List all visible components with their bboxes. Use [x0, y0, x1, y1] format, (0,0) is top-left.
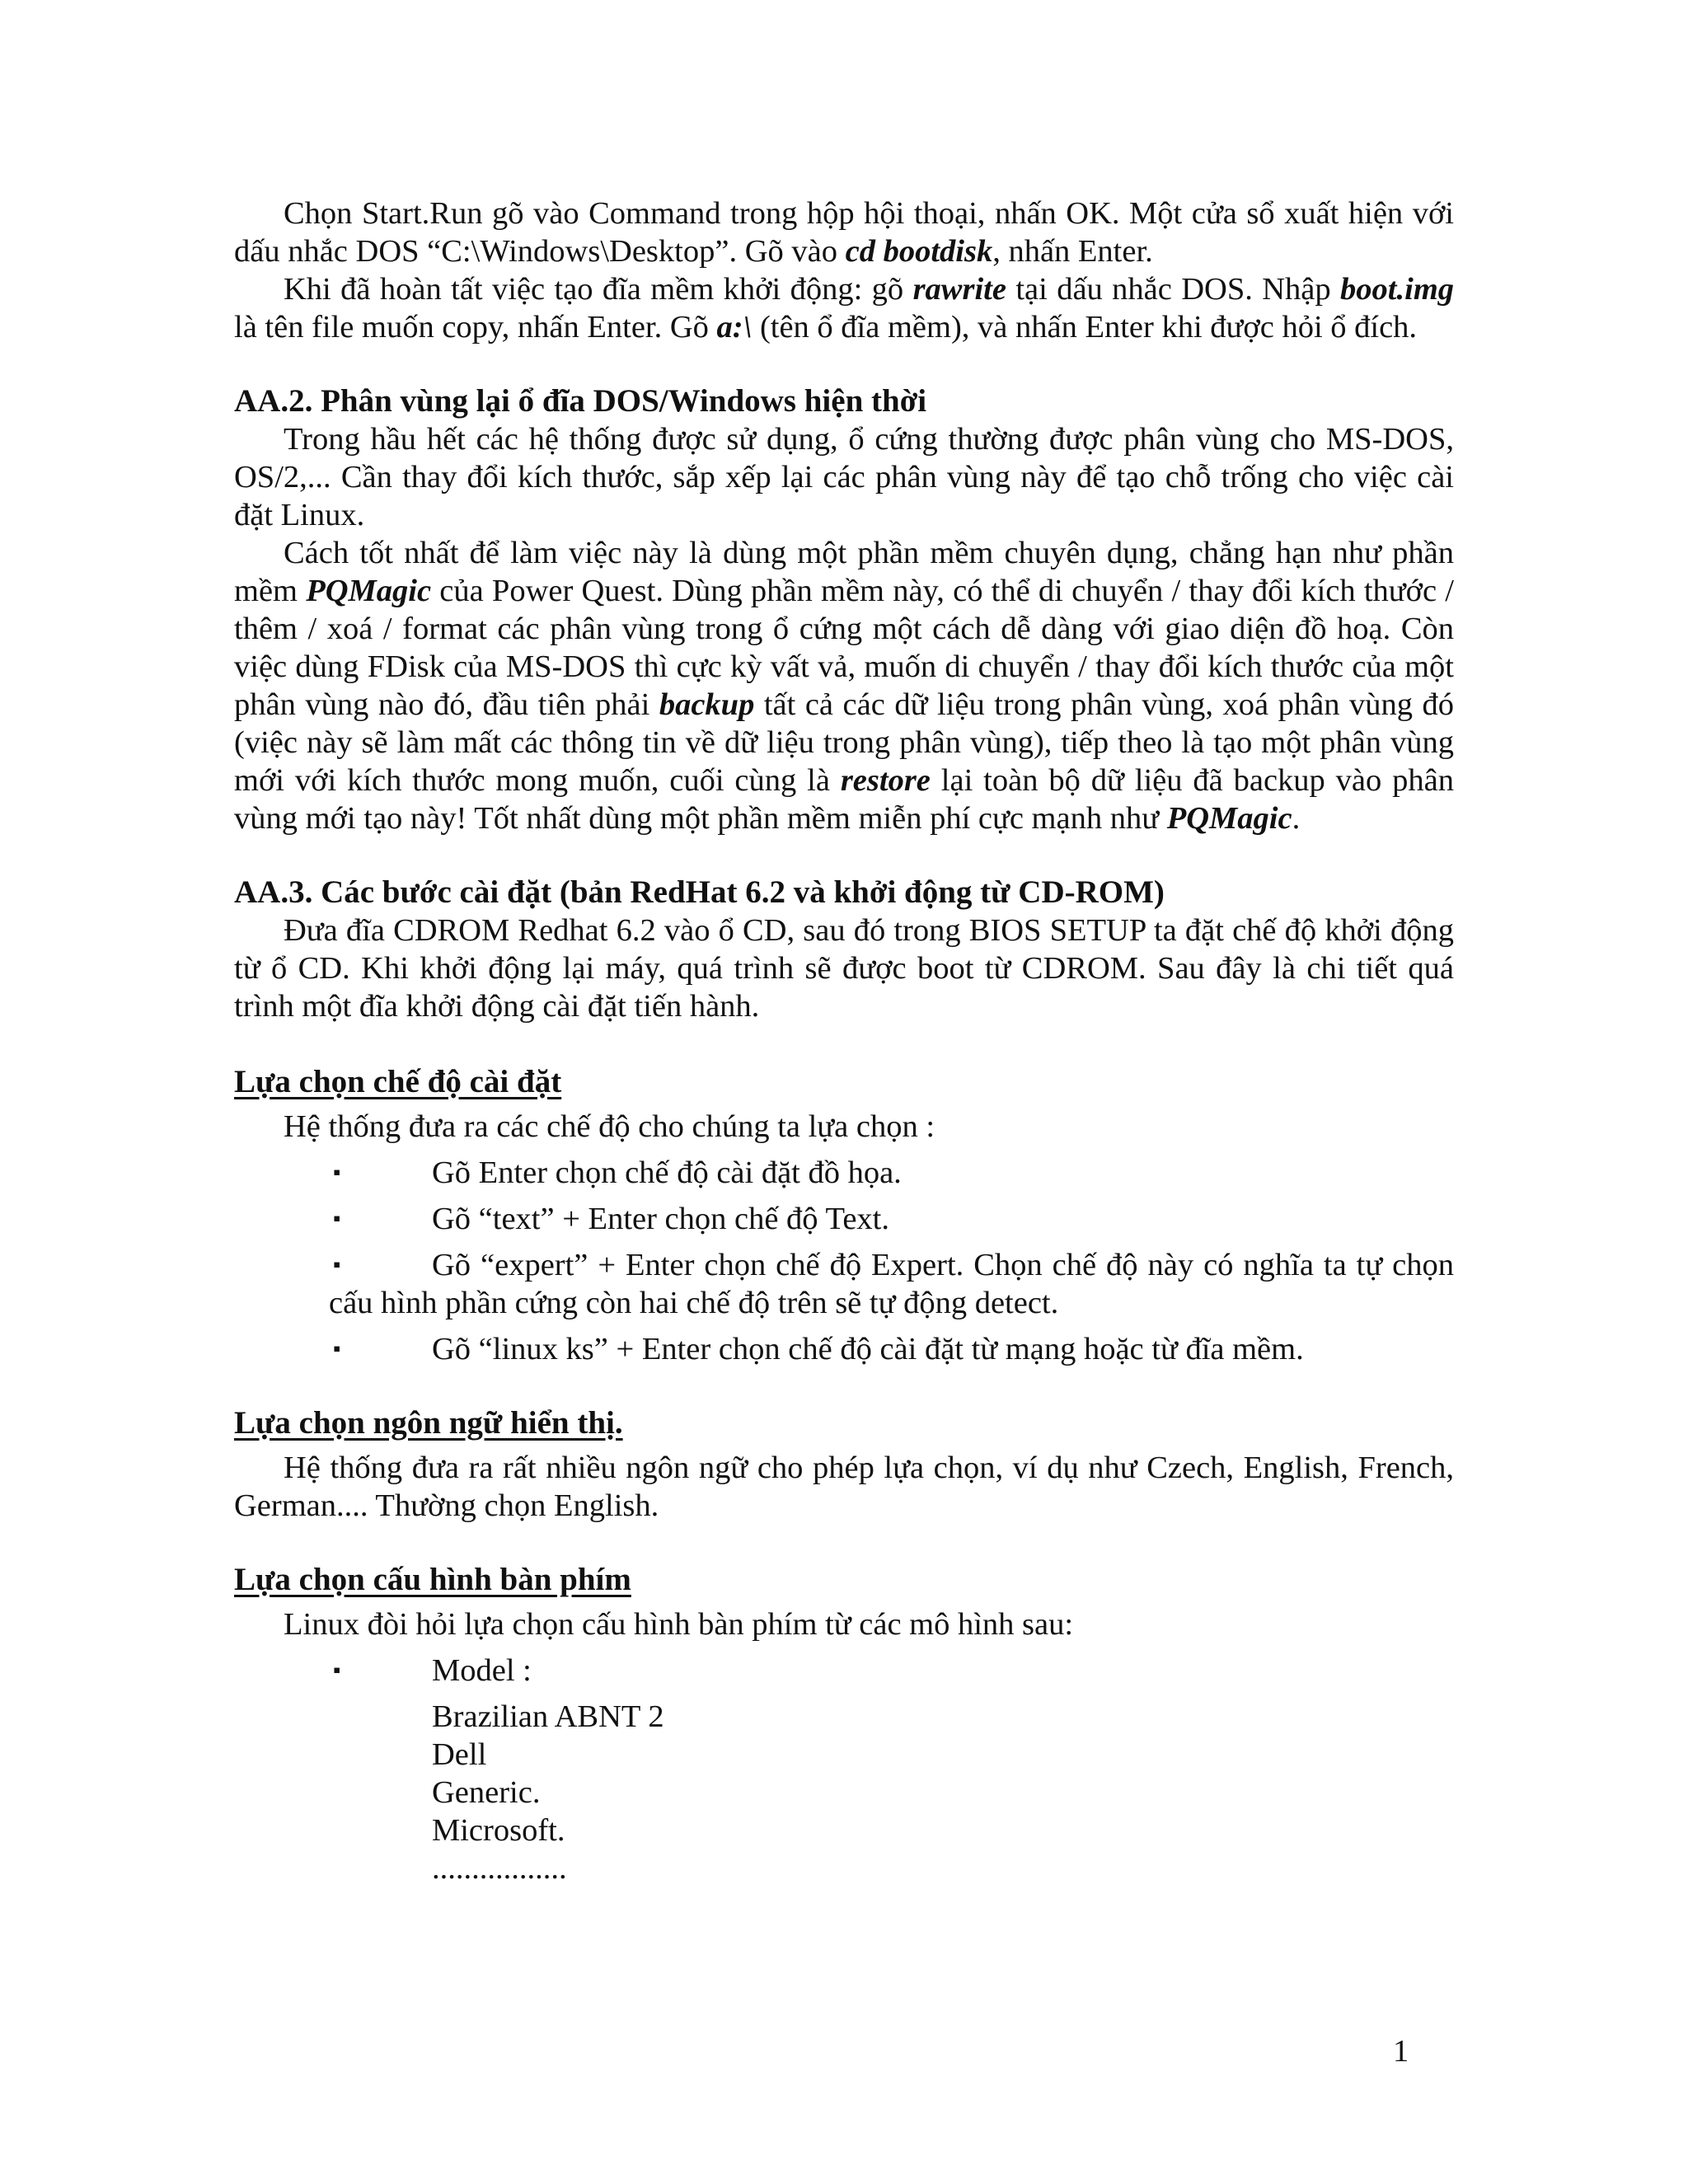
emphasis-term: backup: [659, 687, 755, 722]
section-heading-aa3: AA.3. Các bước cài đặt (bản RedHat 6.2 và khởi động từ CD-ROM): [234, 874, 1165, 910]
keyboard-model-item: [234, 1652, 1454, 1690]
list-item-text: Gõ Enter chọn chế độ cài đặt đồ họa.: [432, 1155, 902, 1190]
emphasis-term: PQMagic: [306, 574, 432, 608]
keyboard-model: Microsoft.: [432, 1813, 565, 1848]
keyboard-model: Generic.: [432, 1775, 541, 1810]
keyboard-model: Dell: [432, 1737, 487, 1772]
list-item-text: Gõ “linux ks” + Enter chọn chế độ cài đặt từ mạng hoặc từ đĩa mềm.: [432, 1332, 1304, 1366]
page-number: 1: [1393, 2034, 1409, 2069]
list-item: [234, 1200, 1454, 1238]
aa3-paragraph-1: Đưa đĩa CDROM Redhat 6.2 vào ổ CD, sau đó trong BIOS SETUP ta đặt chế độ khởi động từ ổ CD. Khi khởi động lại máy, quá trình sẽ được boot từ CDROM. Sau đây là chi tiết quá trình một đĩa khởi động cài đặt tiến hành.: [234, 913, 1454, 1024]
emphasis-term: a:\: [716, 310, 753, 344]
emphasis-term: restore: [840, 763, 931, 798]
list-item-text: Gõ “text” + Enter chọn chế độ Text.: [432, 1202, 889, 1236]
aa2-paragraph-2: Cách tốt nhất để làm việc này là dùng một phần mềm chuyên dụng, chẳng hạn như phần mềm PQMagic của Power Quest. Dùng phần mềm này, có thể di chuyển / thay đổi kích thước / thêm / xoá / format các phân vùng trong ổ cứng một cách dễ dàng với giao diện đồ hoạ. Còn việc dùng FDisk của MS-DOS thì cực kỳ vất vả, muốn di chuyển / thay đổi kích thước của một phân vùng nào đó, đầu tiên phải backup tất cả các dữ liệu trong phân vùng, xoá phân vùng đó (việc này sẽ làm mất các thông tin về dữ liệu trong phân vùng), tiếp theo là tạo một phân vùng mới với kích thước mong muốn, cuối cùng là restore lại toàn bộ dữ liệu đã backup vào phân vùng mới tạo này! Tốt nhất dùng một phần mềm miễn phí cực mạnh như PQMagic.: [234, 536, 1454, 836]
list-item: [234, 1330, 1454, 1368]
intro-paragraph-1: Chọn Start.Run gõ vào Command trong hộp hội thoại, nhấn OK. Một cửa sổ xuất hiện với dấu nhắc DOS “C:\Windows\Desktop”. Gõ vào cd bootdisk, nhấn Enter.: [234, 196, 1454, 269]
bullet-icon: ▪: [333, 1207, 341, 1230]
emphasis-term: rawrite: [912, 272, 1006, 307]
emphasis-term: boot.img: [1340, 272, 1455, 307]
document-page: [234, 194, 1454, 1887]
emphasis-term: PQMagic: [1166, 801, 1292, 836]
subheading-keyboard: Lựa chọn cấu hình bàn phím: [234, 1562, 631, 1597]
intro-paragraph-2: Khi đã hoàn tất việc tạo đĩa mềm khởi động: gõ rawrite tại dấu nhắc DOS. Nhập boot.img là tên file muốn copy, nhấn Enter. Gõ a:\ (tên ổ đĩa mềm), và nhấn Enter khi được hỏi ổ đích.: [234, 272, 1455, 344]
bullet-icon: ▪: [333, 1337, 341, 1361]
list-item: [234, 1246, 1454, 1322]
keyboard-model-list: [432, 1698, 1454, 1887]
install-mode-intro: Hệ thống đưa ra các chế độ cho chúng ta lựa chọn :: [284, 1109, 935, 1144]
aa2-paragraph-1: Trong hầu hết các hệ thống được sử dụng, ổ cứng thường được phân vùng cho MS-DOS, OS/2,... Cần thay đổi kích thước, sắp xếp lại các phân vùng này để tạo chỗ trống cho việc cài đặt Linux.: [234, 422, 1454, 532]
bullet-icon: ▪: [333, 1658, 341, 1682]
keyboard-model: .................: [432, 1851, 567, 1886]
bullet-icon: ▪: [333, 1160, 341, 1184]
list-item: [234, 1154, 1454, 1192]
subheading-language: Lựa chọn ngôn ngữ hiển thị.: [234, 1405, 623, 1441]
language-paragraph: Hệ thống đưa ra rất nhiều ngôn ngữ cho phép lựa chọn, ví dụ như Czech, English, French, German.... Thường chọn English.: [234, 1451, 1454, 1523]
bullet-icon: ▪: [333, 1253, 341, 1277]
subheading-install-mode: Lựa chọn chế độ cài đặt: [234, 1064, 562, 1099]
install-mode-list: [234, 1154, 1454, 1368]
emphasis-term: cd bootdisk: [845, 234, 993, 269]
keyboard-model: Brazilian ABNT 2: [432, 1699, 664, 1734]
keyboard-model-label: Model :: [432, 1653, 532, 1688]
list-item-text: Gõ “expert” + Enter chọn chế độ Expert. Chọn chế độ này có nghĩa ta tự chọn cấu hình phần cứng còn hai chế độ trên sẽ tự động detect.: [329, 1248, 1454, 1320]
keyboard-intro: Linux đòi hỏi lựa chọn cấu hình bàn phím từ các mô hình sau:: [284, 1607, 1074, 1642]
section-heading-aa2: AA.2. Phân vùng lại ổ đĩa DOS/Windows hiện thời: [234, 383, 927, 419]
